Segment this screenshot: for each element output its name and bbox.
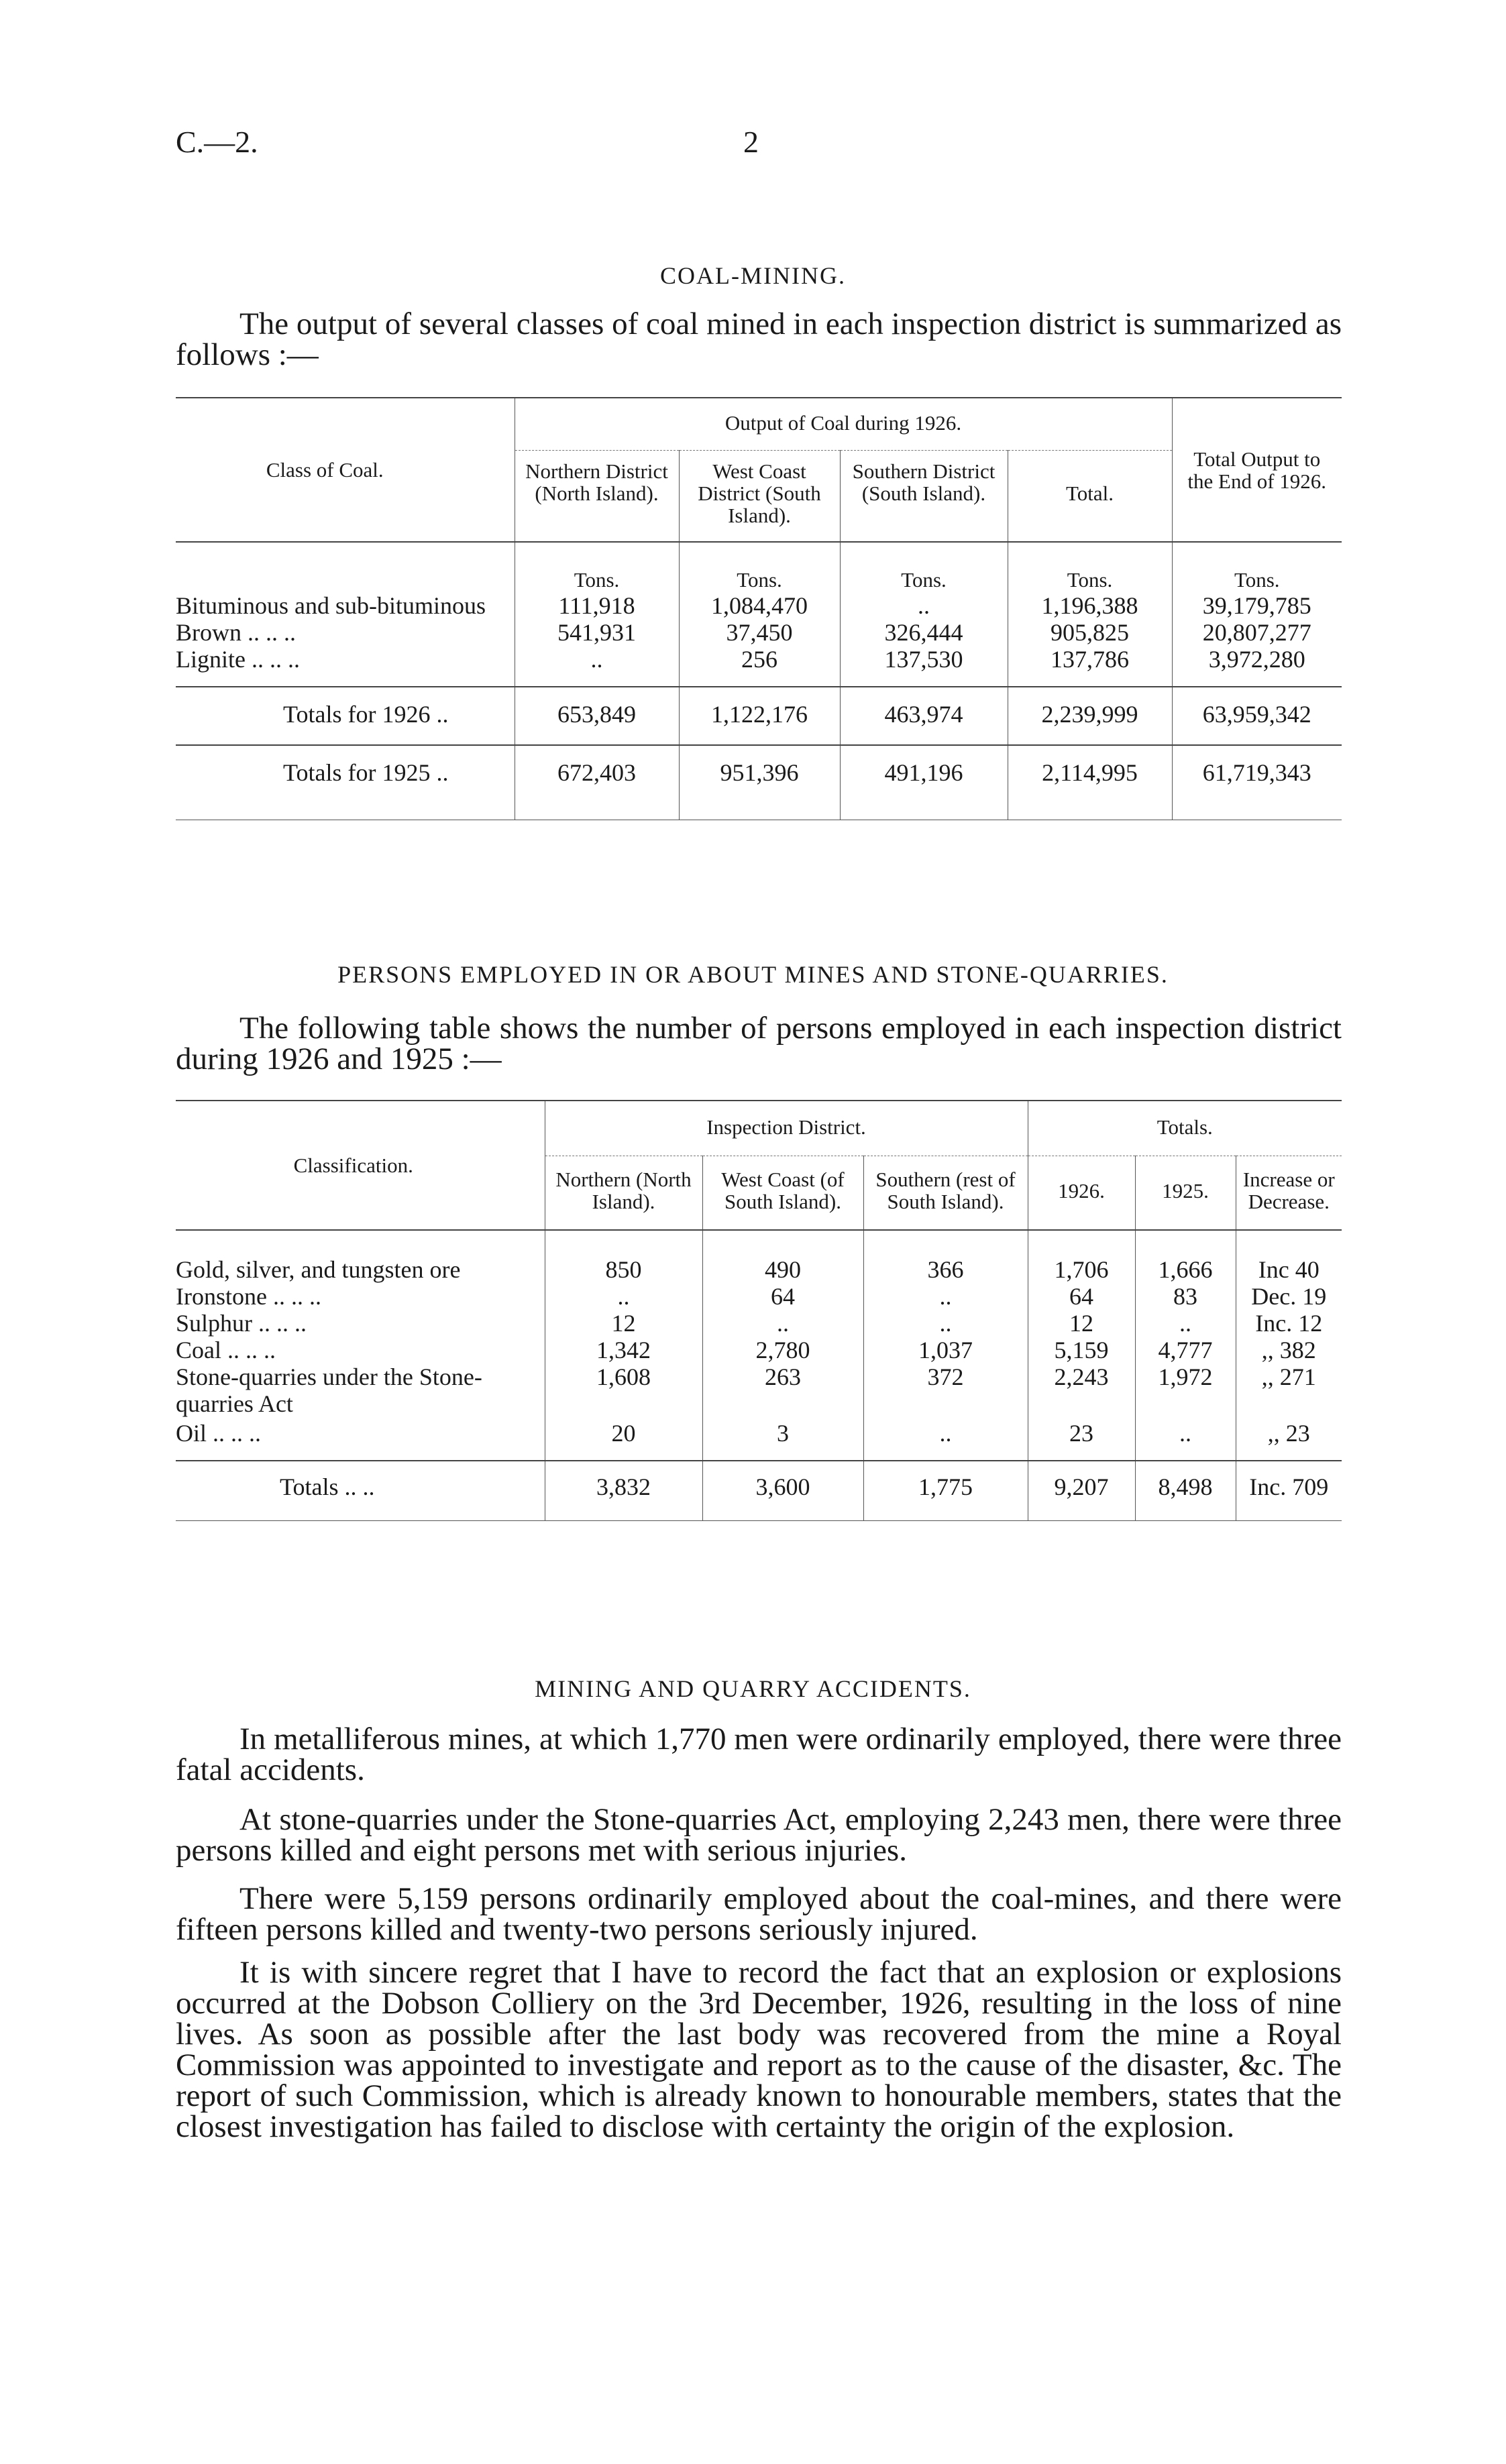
accidents-title: MINING AND QUARRY ACCIDENTS. xyxy=(535,1675,971,1702)
cell: .. xyxy=(1135,1417,1236,1461)
persons-totals-group-header: Totals. xyxy=(1028,1101,1342,1156)
cell: 3,600 xyxy=(702,1461,863,1521)
cell: 2,243 xyxy=(1028,1363,1135,1417)
cell: .. xyxy=(515,646,679,687)
persons-row-label: Coal .. .. .. xyxy=(176,1337,276,1363)
cell: 137,530 xyxy=(840,646,1008,687)
cell: 83 xyxy=(1135,1283,1236,1310)
cell: .. xyxy=(863,1283,1028,1310)
persons-row-label: Stone-quarries under the Stone-quarries Act xyxy=(176,1363,482,1417)
coal-col-southern: Southern District (South Island). xyxy=(840,451,1008,543)
coal-col-northern: Northern District (North Island). xyxy=(515,451,679,543)
accidents-paragraph-3: There were 5,159 persons ordinarily employed about the coal-mines, and there were fifteen persons killed and twenty-two persons seriously injured. xyxy=(176,1881,1342,1947)
document-reference: C.—2. xyxy=(176,125,258,159)
cell: 326,444 xyxy=(840,619,1008,646)
cell: .. xyxy=(1135,1310,1236,1337)
cell: .. xyxy=(863,1310,1028,1337)
cell: 463,974 xyxy=(840,687,1008,745)
cell: 9,207 xyxy=(1028,1461,1135,1521)
table-row xyxy=(176,646,1342,687)
coal-col-total-output: Total Output to the End of 1926. xyxy=(1172,398,1342,542)
accidents-paragraph-4: It is with sincere regret that I have to record the fact that an explosion or explosions occurred at the Dobson Colliery on the 3rd December, 1926, resulting in the loss of nine lives. As soon as possible after the last body was recovered from the mine a Royal Commission was appointed to investigate and report as to the cause of the disaster, &c. The report of such Commission, which is already known to honourable members, states that the closest investigation has failed to disclose with certainty the origin of the explosion. xyxy=(176,1955,1342,2144)
persons-employed-title: PERSONS EMPLOYED IN OR ABOUT MINES AND STONE-QUARRIES. xyxy=(337,961,1169,988)
cell: 63,959,342 xyxy=(1172,687,1342,745)
coal-row-label: Bituminous and sub-bituminous xyxy=(176,592,486,619)
cell: 12 xyxy=(1028,1310,1135,1337)
cell: .. xyxy=(702,1310,863,1337)
persons-col-increase: Increase or Decrease. xyxy=(1236,1156,1342,1231)
cell: 61,719,343 xyxy=(1172,745,1342,820)
cell: 64 xyxy=(702,1283,863,1310)
table-row xyxy=(176,1417,1342,1461)
coal-output-group-header: Output of Coal during 1926. xyxy=(515,398,1172,451)
cell: 5,159 xyxy=(1028,1337,1135,1363)
cell: 672,403 xyxy=(515,745,679,820)
coal-unit-northern: Tons. xyxy=(515,542,679,592)
cell: ,, 23 xyxy=(1236,1417,1342,1461)
cell: Inc 40 xyxy=(1236,1230,1342,1283)
coal-intro-paragraph: The output of several classes of coal mined in each inspection district is summarized as follows :— xyxy=(176,306,1342,372)
cell: 2,780 xyxy=(702,1337,863,1363)
table-row xyxy=(176,1283,1342,1310)
table-row xyxy=(176,592,1342,619)
cell: 1,084,470 xyxy=(679,592,840,619)
cell: 490 xyxy=(702,1230,863,1283)
table-row xyxy=(176,1337,1342,1363)
cell: 3 xyxy=(702,1417,863,1461)
cell: Inc. 12 xyxy=(1236,1310,1342,1337)
cell: 2,239,999 xyxy=(1008,687,1172,745)
persons-row-label: Gold, silver, and tungsten ore xyxy=(176,1230,545,1283)
cell: 366 xyxy=(863,1230,1028,1283)
cell: 111,918 xyxy=(515,592,679,619)
cell: 64 xyxy=(1028,1283,1135,1310)
cell: 850 xyxy=(545,1230,702,1283)
persons-district-group-header: Inspection District. xyxy=(545,1101,1028,1156)
persons-col-1926: 1926. xyxy=(1028,1156,1135,1231)
cell: 12 xyxy=(545,1310,702,1337)
cell: 1,972 xyxy=(1135,1363,1236,1417)
cell: .. xyxy=(863,1417,1028,1461)
persons-row-label: Oil .. .. .. xyxy=(176,1420,262,1447)
persons-row-label: Ironstone .. .. .. xyxy=(176,1283,321,1310)
accidents-paragraph-1: In metalliferous mines, at which 1,770 men were ordinarily employed, there were three fatal accidents. xyxy=(176,1722,1342,1787)
cell: 20,807,277 xyxy=(1172,619,1342,646)
cell: 653,849 xyxy=(515,687,679,745)
cell: ,, 382 xyxy=(1236,1337,1342,1363)
cell: 263 xyxy=(702,1363,863,1417)
coal-totals-1926-label: Totals for 1926 .. xyxy=(176,687,515,745)
persons-col-southern: Southern (rest of South Island). xyxy=(863,1156,1028,1231)
persons-employed-table xyxy=(176,1100,1342,1521)
coal-row-label: Brown .. .. .. xyxy=(176,619,296,646)
cell: 137,786 xyxy=(1008,646,1172,687)
cell: 8,498 xyxy=(1135,1461,1236,1521)
table-row xyxy=(176,1230,1342,1283)
coal-unit-total-output: Tons. xyxy=(1172,542,1342,592)
table-row xyxy=(176,1310,1342,1337)
coal-unit-total: Tons. xyxy=(1008,542,1172,592)
cell: 39,179,785 xyxy=(1172,592,1342,619)
coal-class-header: Class of Coal. xyxy=(176,398,515,542)
table-row xyxy=(176,619,1342,646)
coal-unit-southern: Tons. xyxy=(840,542,1008,592)
persons-totals-label: Totals .. .. xyxy=(176,1461,545,1521)
cell: Dec. 19 xyxy=(1236,1283,1342,1310)
cell: 1,608 xyxy=(545,1363,702,1417)
cell: .. xyxy=(840,592,1008,619)
cell: 1,196,388 xyxy=(1008,592,1172,619)
persons-class-header: Classification. xyxy=(176,1101,545,1230)
cell: 1,037 xyxy=(863,1337,1028,1363)
cell: 1,666 xyxy=(1135,1230,1236,1283)
persons-col-west-coast: West Coast (of South Island). xyxy=(702,1156,863,1231)
persons-intro-paragraph: The following table shows the number of persons employed in each inspection district during 1926 and 1925 :— xyxy=(176,1011,1342,1076)
page-number: 2 xyxy=(743,125,759,159)
cell: 1,122,176 xyxy=(679,687,840,745)
persons-col-northern: Northern (North Island). xyxy=(545,1156,702,1231)
coal-totals-1925-label: Totals for 1925 .. xyxy=(176,745,515,820)
table-row-totals xyxy=(176,687,1342,745)
coal-col-total: Total. xyxy=(1008,451,1172,543)
cell: Inc. 709 xyxy=(1236,1461,1342,1521)
cell: ,, 271 xyxy=(1236,1363,1342,1417)
cell: 951,396 xyxy=(679,745,840,820)
coal-output-table xyxy=(176,397,1342,820)
coal-row-label: Lignite .. .. .. xyxy=(176,646,300,673)
table-row xyxy=(176,1363,1342,1417)
cell: .. xyxy=(545,1283,702,1310)
coal-unit-west-coast: Tons. xyxy=(679,542,840,592)
persons-col-1925: 1925. xyxy=(1135,1156,1236,1231)
cell: 23 xyxy=(1028,1417,1135,1461)
table-row-totals xyxy=(176,745,1342,820)
cell: 3,972,280 xyxy=(1172,646,1342,687)
cell: 1,342 xyxy=(545,1337,702,1363)
table-row-totals xyxy=(176,1461,1342,1521)
cell: 372 xyxy=(863,1363,1028,1417)
accidents-paragraph-2: At stone-quarries under the Stone-quarries Act, employing 2,243 men, there were three persons killed and eight persons met with serious injuries. xyxy=(176,1802,1342,1868)
cell: 541,931 xyxy=(515,619,679,646)
cell: 905,825 xyxy=(1008,619,1172,646)
coal-mining-title: COAL-MINING. xyxy=(660,262,846,289)
cell: 4,777 xyxy=(1135,1337,1236,1363)
cell: 256 xyxy=(679,646,840,687)
cell: 491,196 xyxy=(840,745,1008,820)
coal-col-west-coast: West Coast District (South Island). xyxy=(679,451,840,543)
cell: 1,775 xyxy=(863,1461,1028,1521)
cell: 3,832 xyxy=(545,1461,702,1521)
cell: 37,450 xyxy=(679,619,840,646)
cell: 2,114,995 xyxy=(1008,745,1172,820)
cell: 1,706 xyxy=(1028,1230,1135,1283)
persons-row-label: Sulphur .. .. .. xyxy=(176,1310,307,1337)
cell: 20 xyxy=(545,1417,702,1461)
